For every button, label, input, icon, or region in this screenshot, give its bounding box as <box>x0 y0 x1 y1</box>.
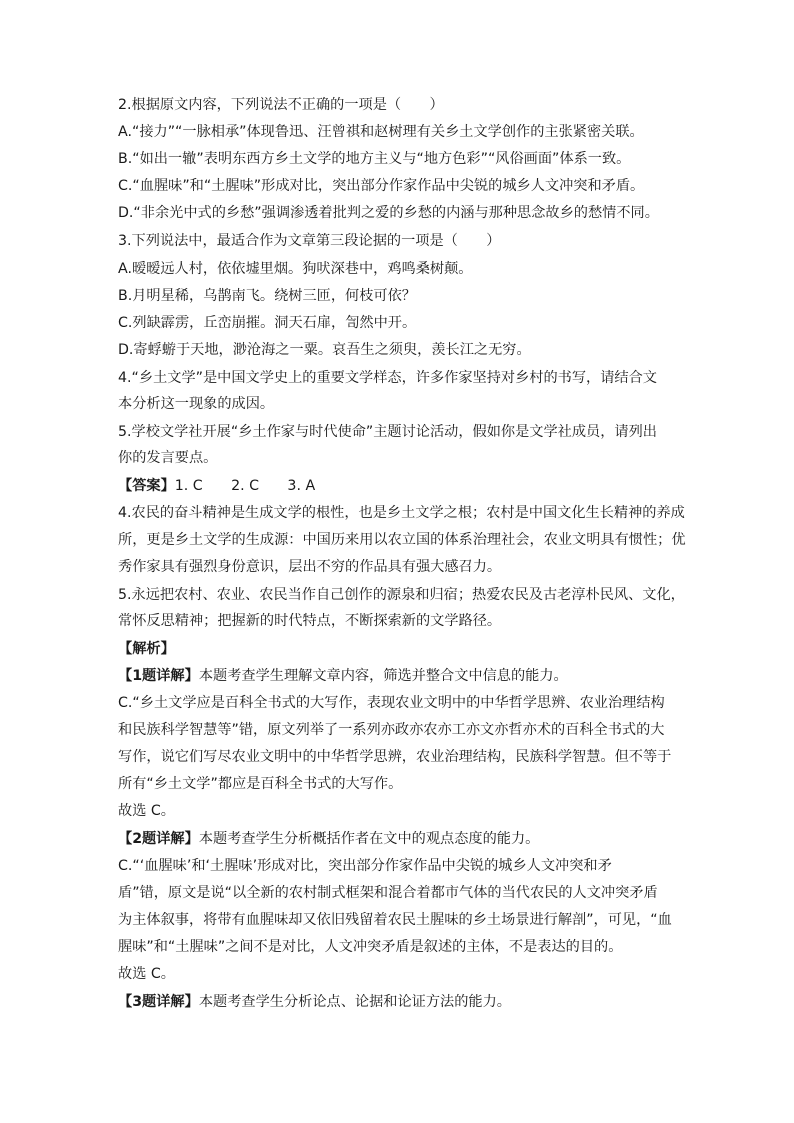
question-4-line-1: 4.“乡土文学”是中国文学史上的重要文学样态，许多作家坚持对乡村的书写，请结合文 <box>118 370 657 386</box>
detail-2-choice: 故选 C。 <box>118 966 175 982</box>
detail-3-intro-line <box>118 992 511 1012</box>
analysis-label: 【解析】 <box>118 641 175 657</box>
question-2-option-a: A.“接力”“一脉相承”体现鲁迅、汪曾祺和赵树理有关乡土文学创作的主张紧密关联。 <box>118 124 644 140</box>
question-3-option-c: C.列缺霹雳，丘峦崩摧。洞天石扉，訇然中开。 <box>118 315 417 331</box>
question-2-option-d: D.“非余光中式的乡愁”强调渗透着批判之爱的乡愁的内涵与那种思念故乡的愁情不同。 <box>118 205 659 221</box>
answer-4-line-2: 所，更是乡土文学的生成源：中国历来用以农立国的体系治理社会，农业文明具有惯性；优 <box>118 532 686 548</box>
detail-2-line-1: C.“‘血腥味’和‘土腥味’形成对比，突出部分作家作品中尖锐的城乡人文冲突和矛 <box>118 858 612 874</box>
detail-1-choice: 故选 C。 <box>118 803 175 819</box>
detail-1-label: 【1题详解】 <box>118 668 199 684</box>
detail-2-line-3: 为主体叙事，将带有血腥味却又依旧残留着农民土腥味的乡土场景进行解剖”，可见，“血 <box>118 912 672 928</box>
question-2-option-b: B.“如出一辙”表明东西方乡土文学的地方主义与“地方色彩”“风俗画面”体系一致。 <box>118 151 631 167</box>
question-5-line-2: 你的发言要点。 <box>118 450 218 466</box>
question-5-line-1: 5.学校文学社开展“乡土作家与时代使命”主题讨论活动，假如你是文学社成员，请列出 <box>118 424 657 440</box>
detail-1-line-1: C.“乡土文学应是百科全书式的大写作，表现农业文明中的中华哲学思辨、农业治理结构 <box>118 695 665 711</box>
answer-5-line-1: 5.永远把农村、农业、农民当作自己创作的源泉和归宿；热爱农民及古老淳朴民风、文化， <box>118 587 685 603</box>
answer-values: 1. C 2. C 3. A <box>174 478 316 494</box>
question-2-option-c: C.“血腥味”和“土腥味”形成对比，突出部分作家作品中尖锐的城乡人文冲突和矛盾。 <box>118 178 645 194</box>
answer-5-line-2: 常怀反思精神；把握新的时代特点，不断探索新的文学路径。 <box>118 613 502 629</box>
detail-3-label: 【3题详解】 <box>118 994 199 1010</box>
detail-2-line-4: 腥味”和“土腥味”之间不是对比，人文冲突矛盾是叙述的主体，不是表达的目的。 <box>118 939 623 955</box>
question-4-line-2: 本分析这一现象的成因。 <box>118 396 275 412</box>
detail-2-intro: 本题考查学生分析概括作者在文中的观点态度的能力。 <box>198 831 540 847</box>
detail-1-line-2: 和民族科学智慧等”错，原文列举了一系列亦政亦农亦工亦文亦哲亦术的百科全书式的大 <box>118 722 665 738</box>
detail-2-intro-line <box>118 829 539 849</box>
answer-line <box>118 476 315 496</box>
detail-2-line-2: 盾”错，原文是说“以全新的农村制式框架和混合着都市气体的当代农民的人文冲突矛盾 <box>118 885 658 901</box>
detail-1-line-3: 写作，说它们写尽农业文明中的中华哲学思辨，农业治理结构，民族科学智慧。但不等于 <box>118 749 672 765</box>
answer-4-line-3: 秀作家具有强烈身份意识，层出不穷的作品具有强大感召力。 <box>118 559 502 575</box>
answer-4-line-1: 4.农民的奋斗精神是生成文学的根性，也是乡土文学之根；农村是中国文化生长精神的养成 <box>118 505 685 521</box>
detail-1-intro-line <box>118 666 568 686</box>
detail-1-line-4: 所有“乡土文学”都应是百科全书式的大写作。 <box>118 776 403 792</box>
detail-3-intro: 本题考查学生分析论点、论据和论证方法的能力。 <box>198 994 511 1010</box>
question-3-stem: 3.下列说法中，最适合作为文章第三段论据的一项是（ ） <box>118 233 501 249</box>
answer-label: 【答案】 <box>118 478 175 494</box>
question-3-option-b: B.月明星稀，乌鹊南飞。绕树三匝，何枝可依？ <box>118 288 416 304</box>
question-3-option-d: D.寄蜉蝣于天地，渺沧海之一粟。哀吾生之须臾，羡长江之无穷。 <box>118 342 531 358</box>
question-2-stem: 2.根据原文内容，下列说法不正确的一项是（ ） <box>118 97 444 113</box>
question-3-option-a: A.暧暧远人村，依依墟里烟。狗吠深巷中，鸡鸣桑树颠。 <box>118 261 473 277</box>
detail-1-intro: 本题考查学生理解文章内容，筛选并整合文中信息的能力。 <box>198 668 568 684</box>
detail-2-label: 【2题详解】 <box>118 831 199 847</box>
